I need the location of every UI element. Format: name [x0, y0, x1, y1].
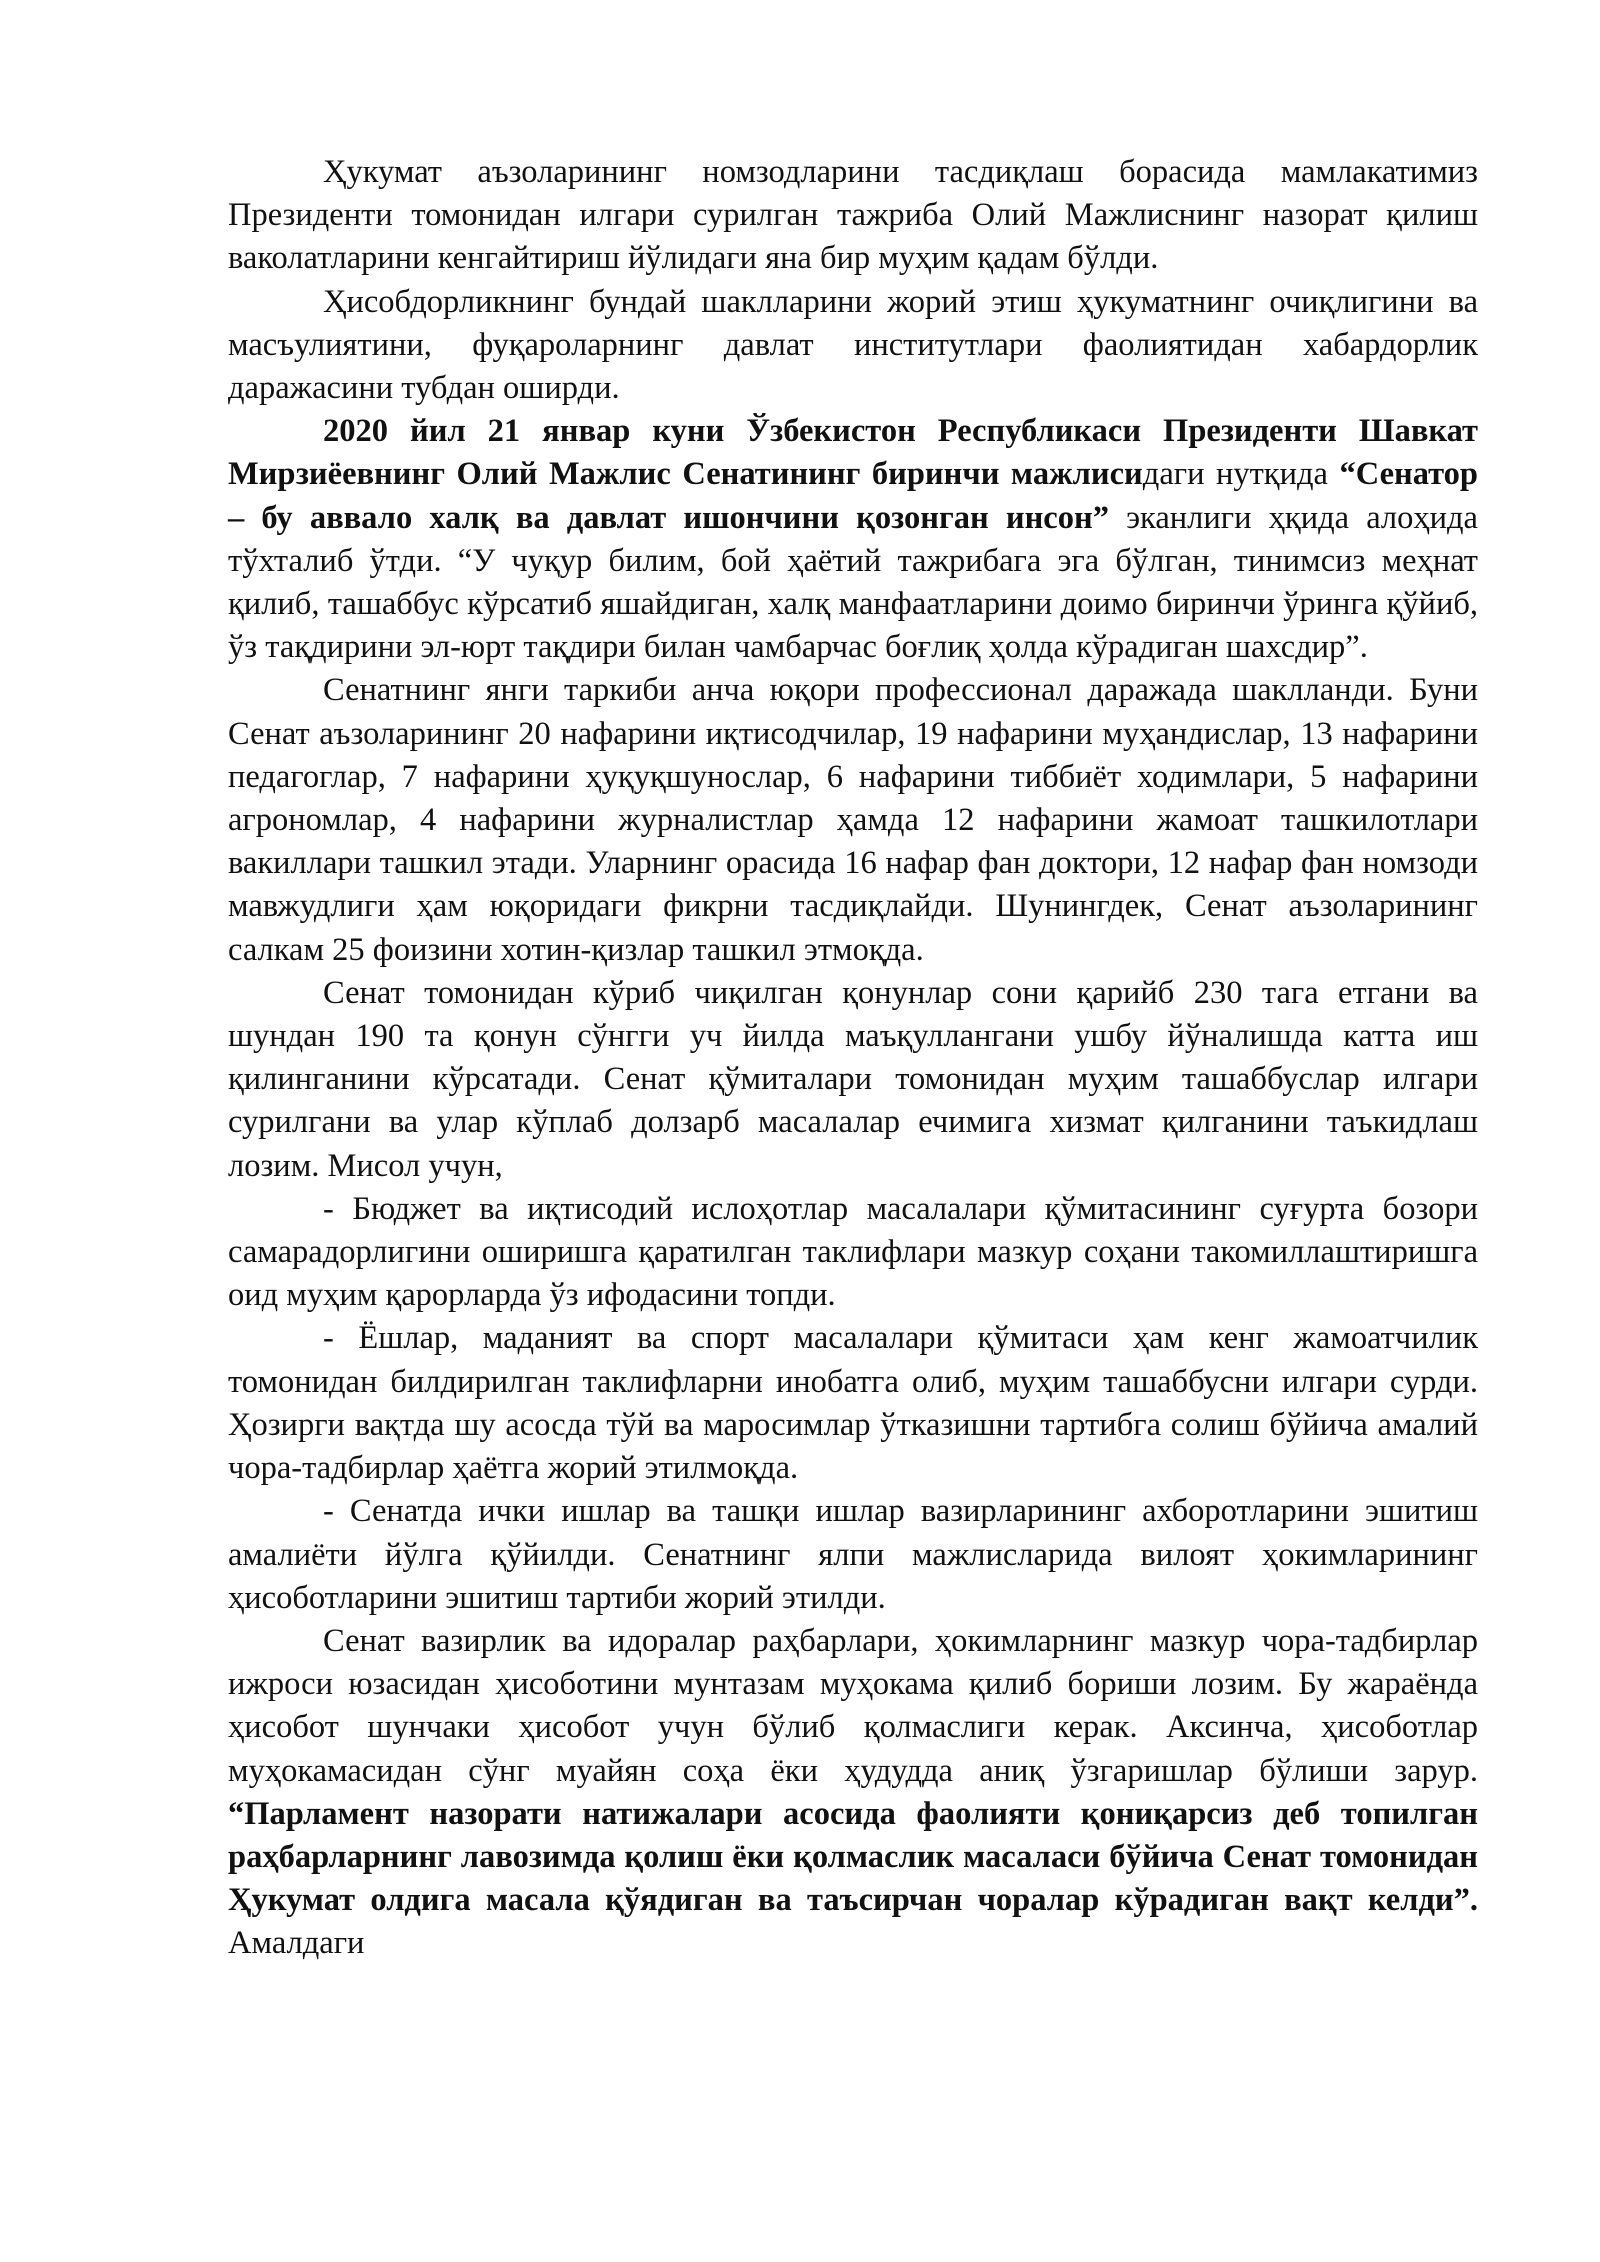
paragraph-3-text-a: даги нутқида: [1142, 456, 1340, 493]
paragraph-2: [228, 281, 1478, 411]
paragraph-9-text-b: Амалдаги: [228, 1925, 365, 1962]
document-page: [228, 151, 1478, 1966]
list-item-2: [228, 1317, 1478, 1490]
paragraph-3-bold-quote: “Сенатор – бу аввало халқ ва давлат ишончини қозонган инсон”: [228, 456, 1478, 536]
paragraph-9: [228, 1620, 1478, 1966]
paragraph-9-text-a: Сенат вазирлик ва идоралар раҳбарлари, ҳокимларнинг мазкур чора-тадбирлар ижроси юзасидан ҳисоботини мунтазам муҳокама қилиб бориши лозим. Бу жараёнда ҳисобот шунчаки ҳисобот учун бўлиб қолмаслиги керак. Аксинча, ҳисоботлар муҳокамасидан сўнг муайян соҳа ёки ҳудудда аниқ ўзгаришлар бўлиши зарур.: [228, 1622, 1478, 1789]
list-item-1: [228, 1188, 1478, 1318]
paragraph-1-text: Ҳукумат аъзоларининг номзодларини тасдиқлаш борасида мамлакатимиз Президенти томонидан илгари сурилган тажриба Олий Мажлиснинг назорат қилиш ваколатларини кенгайтириш йўлидаги яна бир муҳим қадам бўлди.: [228, 154, 1478, 277]
paragraph-4: [228, 669, 1478, 971]
paragraph-5: [228, 972, 1478, 1188]
paragraph-9-bold-quote: “Парламент назорати натижалари асосида фаолияти қониқарсиз деб топилган раҳбарларнинг лавозимда қолиш ёки қолмаслик масаласи бўйича Сенат томонидан Ҳукумат олдига масала қўядиган ва таъсирчан чоралар кўрадиган вақт келди”.: [228, 1795, 1478, 1919]
paragraph-2-text: Ҳисобдорликнинг бундай шаклларини жорий этиш ҳукуматнинг очиқлигини ва масъулиятини, фуқароларнинг давлат институтлари фаолиятидан хабардорлик даражасини тубдан оширди.: [228, 283, 1478, 407]
paragraph-3: [228, 410, 1478, 669]
paragraph-4-text: Сенатнинг янги таркиби анча юқори профессионал даражада шаклланди. Буни Сенат аъзоларининг 20 нафарини иқтисодчилар, 19 нафарини муҳандислар, 13 нафарини педагоглар, 7 нафарини ҳуқуқшунослар, 6 нафарини тиббиёт ходимлари, 5 нафарини агрономлар, 4 нафарини журналистлар ҳамда 12 нафарини жамоат ташкилотлари вакиллари ташкил этади. Уларнинг орасида 16 нафар фан доктори, 12 нафар фан номзоди мавжудлиги ҳам юқоридаги фикрни тасдиқлайди. Шунингдек, Сенат аъзоларининг салкам 25 фоизини хотин-қизлар ташкил этмоқда.: [228, 672, 1478, 968]
paragraph-1: [228, 151, 1478, 281]
paragraph-3-text-b: эканлиги ҳқида алоҳида тўхталиб ўтди. “У чуқур билим, бой ҳаётий тажрибага эга бўлган, тинимсиз меҳнат қилиб, ташаббус кўрсатиб яшайдиган, халқ манфаатларини доимо биринчи ўринга қўйиб, ўз тақдирини эл-юрт тақдири билан чамбарчас боғлиқ ҳолда кўрадиган шахсдир”.: [228, 499, 1478, 666]
paragraph-3-bold-lead: 2020 йил 21 январ куни Ўзбекистон Республикаси Президенти Шавкат Мирзиёевнинг Олий Мажлис Сенатининг биринчи мажлиси: [228, 413, 1478, 493]
list-item-2-text: - Ёшлар, маданият ва спорт масалалари қўмитаси ҳам кенг жамоатчилик томонидан билдирилган таклифларни инобатга олиб, муҳим ташаббусни илгари сурди. Ҳозирги вақтда шу асосда тўй ва маросимлар ўтказишни тартибга солиш бўйича амалий чора-тадбирлар ҳаётга жорий этилмоқда.: [228, 1320, 1478, 1487]
list-item-1-text: - Бюджет ва иқтисодий ислоҳотлар масалалари қўмитасининг суғурта бозори самарадорлигини оширишга қаратилган таклифлари мазкур соҳани такомиллаштиришга оид муҳим қарорларда ўз ифодасини топди.: [228, 1190, 1478, 1314]
list-item-3: [228, 1490, 1478, 1620]
paragraph-5-text: Сенат томонидан кўриб чиқилган қонунлар сони қарийб 230 тага етгани ва шундан 190 та қонун сўнгги уч йилда маъқуллангани ушбу йўналишда катта иш қилинганини кўрсатади. Сенат қўмиталари томонидан муҳим ташаббуслар илгари сурилгани ва улар кўплаб долзарб масалалар ечимига хизмат қилганини таъкидлаш лозим. Мисол учун,: [228, 974, 1478, 1184]
list-item-3-text: - Сенатда ички ишлар ва ташқи ишлар вазирларининг ахборотларини эшитиш амалиёти йўлга қўйилди. Сенатнинг ялпи мажлисларида вилоят ҳокимларининг ҳисоботларини эшитиш тартиби жорий этилди.: [228, 1493, 1478, 1616]
